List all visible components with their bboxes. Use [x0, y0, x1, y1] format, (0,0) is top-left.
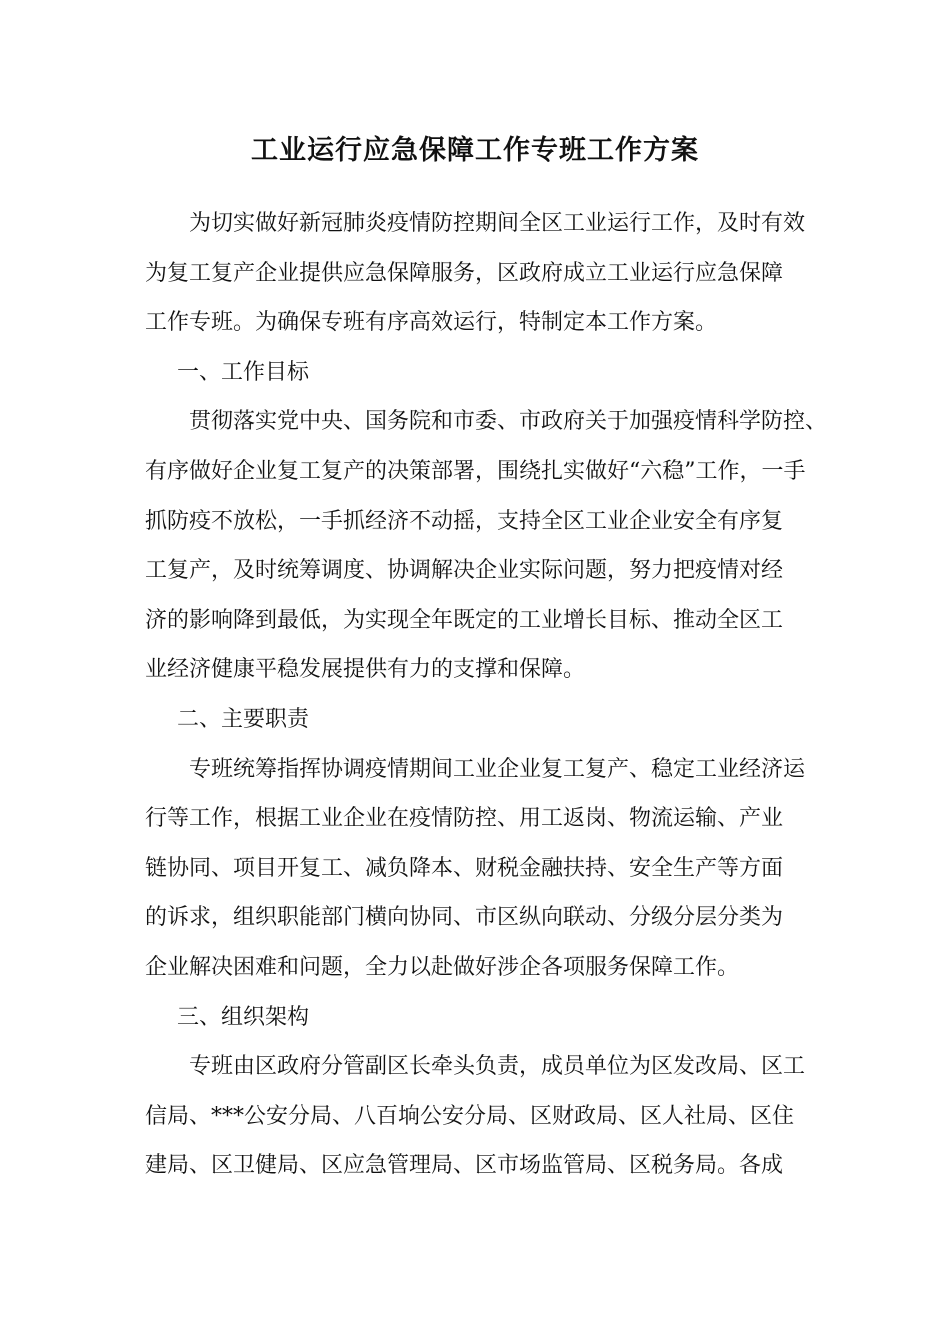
section-heading-duties: 二、主要职责 [177, 706, 310, 732]
paragraph-line: 济的影响降到最低，为实现全年既定的工业增长目标、推动全区工 [145, 607, 784, 633]
section-heading-goals: 一、工作目标 [177, 359, 310, 385]
paragraph-line: 建局、区卫健局、区应急管理局、区市场监管局、区税务局。各成 [145, 1153, 784, 1179]
paragraph-line: 的诉求，组织职能部门横向协同、市区纵向联动、分级分层分类为 [145, 905, 784, 931]
paragraph-line: 专班由区政府分管副区长牵头负责，成员单位为区发改局、区工 [189, 1054, 806, 1080]
paragraph-line: 贯彻落实党中央、国务院和市委、市政府关于加强疫情科学防控、 [189, 409, 828, 435]
paragraph-line: 工复产，及时统筹调度、协调解决企业实际问题，努力把疫情对经 [145, 558, 784, 584]
intro-paragraph [145, 199, 810, 348]
paragraph-line: 抓防疫不放松，一手抓经济不动摇，支持全区工业企业安全有序复 [145, 508, 784, 534]
section-heading-organization: 三、组织架构 [177, 1004, 310, 1030]
paragraph-line: 链协同、项目开复工、减负降本、财税金融扶持、安全生产等方面 [145, 855, 784, 881]
paragraph-line: 专班统筹指挥协调疫情期间工业企业复工复产、稳定工业经济运 [189, 756, 806, 782]
paragraph-line: 工作专班。为确保专班有序高效运行，特制定本工作方案。 [145, 310, 718, 336]
paragraph-line: 有序做好企业复工复产的决策部署，围绕扎实做好“六稳”工作，一手 [145, 458, 806, 484]
paragraph-line: 为切实做好新冠肺炎疫情防控期间全区工业运行工作，及时有效 [189, 211, 806, 236]
paragraph-line: 行等工作，根据工业企业在疫情防控、用工返岗、物流运输、产业 [145, 806, 784, 832]
paragraph-line: 为复工复产企业提供应急保障服务，区政府成立工业运行应急保障 [145, 260, 784, 286]
duties-paragraph [145, 745, 810, 993]
document-title: 工业运行应急保障工作专班工作方案 [251, 135, 699, 166]
paragraph-line: 信局、***公安分局、八百垧公安分局、区财政局、区人社局、区住 [145, 1103, 795, 1129]
paragraph-line: 业经济健康平稳发展提供有力的支撑和保障。 [145, 657, 586, 683]
paragraph-line: 企业解决困难和问题，全力以赴做好涉企各项服务保障工作。 [145, 954, 740, 980]
goals-paragraph [145, 397, 828, 695]
organization-paragraph [145, 1042, 810, 1191]
document-body [145, 199, 828, 1191]
